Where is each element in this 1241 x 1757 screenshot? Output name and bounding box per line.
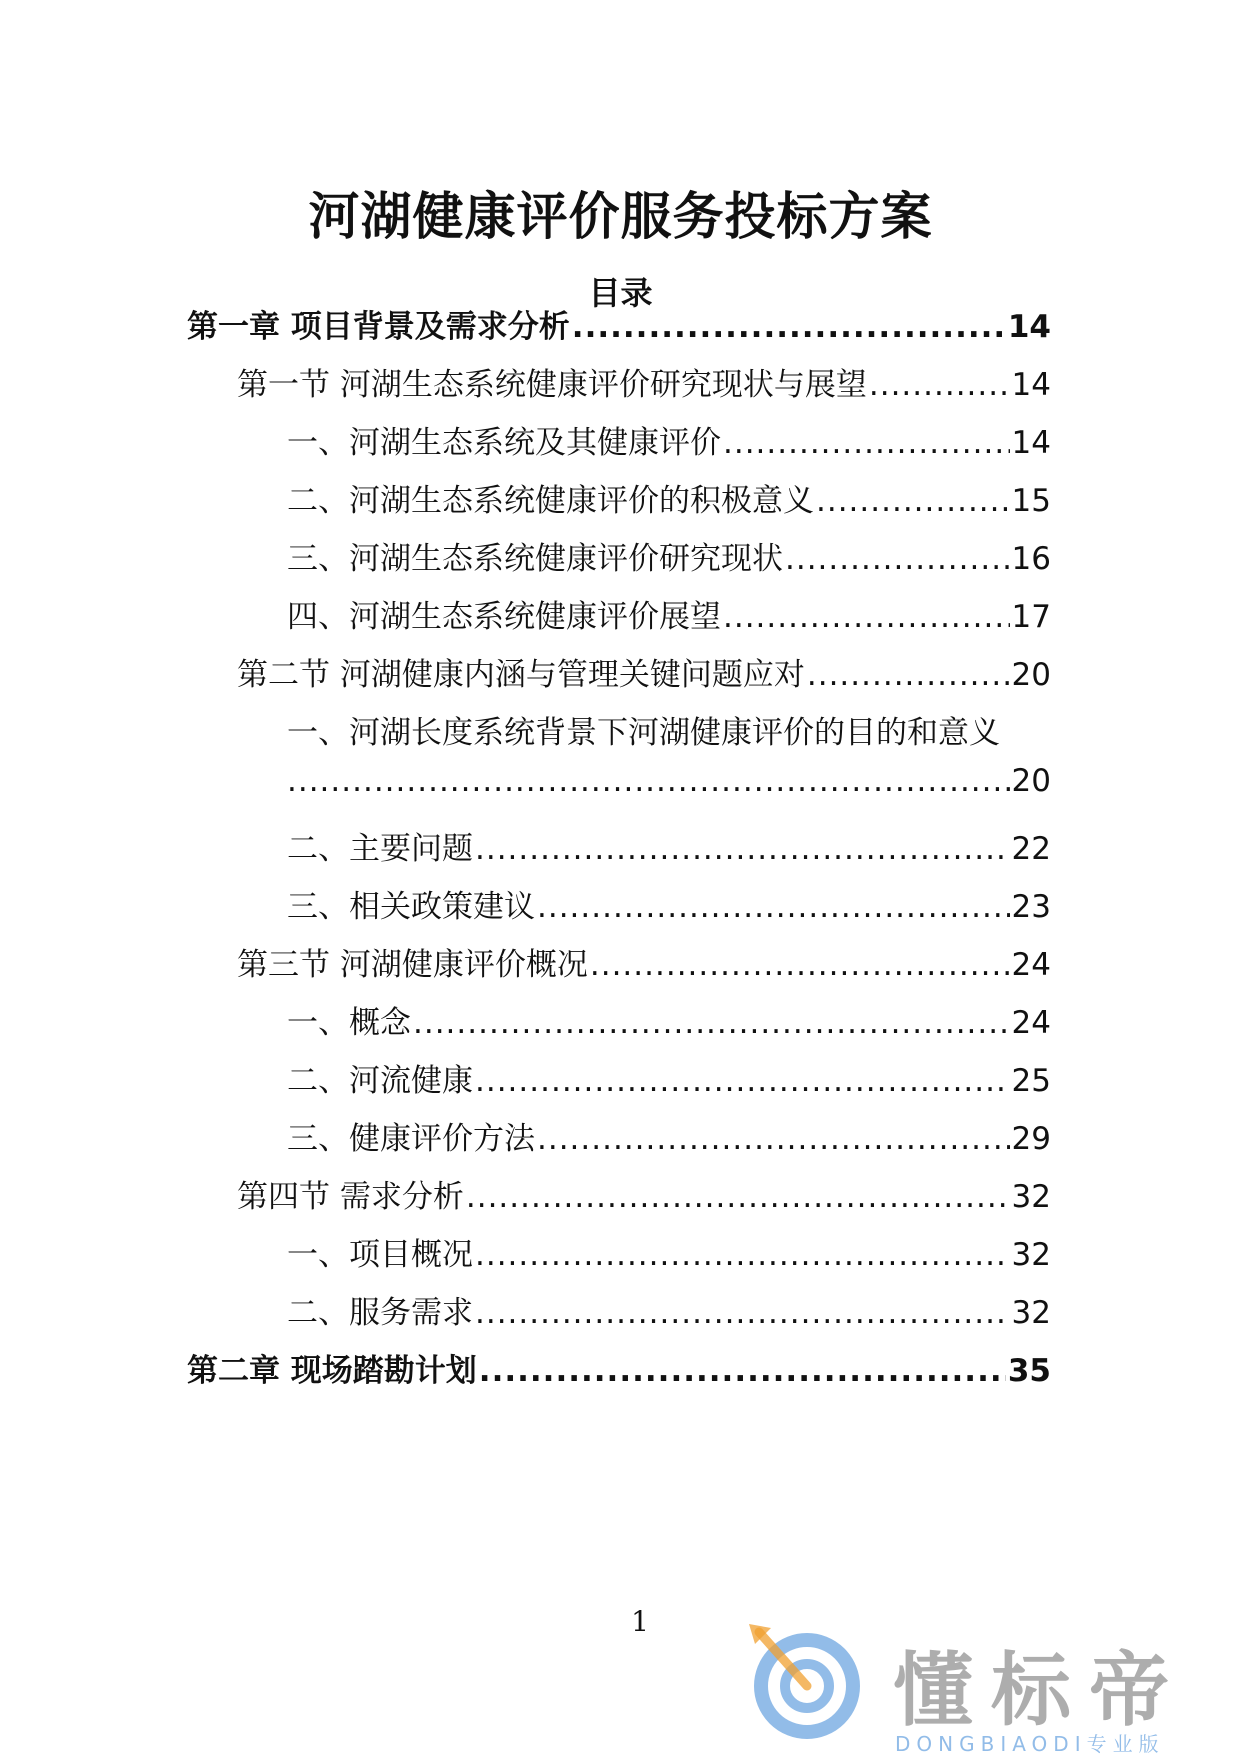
toc-heading: 目录 xyxy=(588,274,653,312)
toc-dot-leader xyxy=(590,947,1010,983)
toc-entry-page: 20 xyxy=(1011,763,1051,799)
toc-entry-page: 14 xyxy=(1011,425,1051,461)
toc-entry-section-1-1[interactable] xyxy=(237,359,1051,403)
toc-entry-label: 二、河流健康 xyxy=(287,1063,473,1099)
toc-entry-item-wrapped[interactable] xyxy=(287,707,1051,751)
toc-entry-label: 第一章 项目背景及需求分析 xyxy=(187,309,570,345)
toc-dot-leader xyxy=(475,1295,1010,1331)
toc-dot-leader xyxy=(413,1005,1010,1041)
toc-entry-section-1-3[interactable] xyxy=(237,939,1051,983)
toc-entry-label: 三、相关政策建议 xyxy=(287,889,535,925)
toc-entry-page: 14 xyxy=(1007,309,1051,345)
toc-entry-page: 17 xyxy=(1011,599,1051,635)
toc-entry-label: 四、河湖生态系统健康评价展望 xyxy=(287,599,721,635)
toc-dot-leader xyxy=(723,599,1010,635)
toc-entry-label: 二、河湖生态系统健康评价的积极意义 xyxy=(287,483,814,519)
toc-entry-label: 第四节 需求分析 xyxy=(237,1179,464,1215)
toc-dot-leader xyxy=(537,889,1010,925)
toc-dot-leader xyxy=(572,309,1006,345)
toc-entry-page: 32 xyxy=(1011,1179,1051,1215)
toc-dot-leader xyxy=(807,657,1010,693)
watermark-subtitle: DONGBIAODI专业版 xyxy=(895,1732,1165,1756)
toc-entry-label: 第二节 河湖健康内涵与管理关键问题应对 xyxy=(237,657,805,693)
toc-entry-label: 一、河湖长度系统背景下河湖健康评价的目的和意义 xyxy=(287,715,1000,751)
page-number: 1 xyxy=(631,1605,649,1638)
toc-entry-item[interactable] xyxy=(287,1055,1051,1099)
toc-entry-section-1-2[interactable] xyxy=(237,649,1051,693)
toc-entry-page: 32 xyxy=(1011,1295,1051,1331)
toc-entry-label: 三、健康评价方法 xyxy=(287,1121,535,1157)
target-logo-icon xyxy=(745,1618,865,1748)
toc-entry-label: 一、河湖生态系统及其健康评价 xyxy=(287,425,721,461)
watermark xyxy=(745,1618,1241,1754)
toc-entry-item[interactable] xyxy=(287,881,1051,925)
toc-dot-leader xyxy=(537,1121,1010,1157)
toc-entry-label: 一、项目概况 xyxy=(287,1237,473,1273)
toc-entry-item[interactable] xyxy=(287,591,1051,635)
toc-entry-label: 一、概念 xyxy=(287,1005,411,1041)
toc-dot-leader xyxy=(475,831,1010,867)
toc-dot-leader xyxy=(475,1237,1010,1273)
toc-entry-item[interactable] xyxy=(287,1287,1051,1331)
toc-entry-page: 23 xyxy=(1011,889,1051,925)
toc-entry-item[interactable] xyxy=(287,1229,1051,1273)
toc-dot-leader xyxy=(287,763,1010,799)
toc-entry-page: 32 xyxy=(1011,1237,1051,1273)
toc-entry-page: 15 xyxy=(1011,483,1051,519)
toc-entry-label: 二、服务需求 xyxy=(287,1295,473,1331)
toc-dot-leader xyxy=(785,541,1010,577)
toc-dot-leader xyxy=(869,367,1010,403)
toc-entry-section-1-4[interactable] xyxy=(237,1171,1051,1215)
watermark-brand-name: 懂标帝 xyxy=(893,1644,1187,1737)
toc-entry-label: 第一节 河湖生态系统健康评价研究现状与展望 xyxy=(237,367,867,403)
toc-dot-leader xyxy=(475,1063,1010,1099)
toc-entry-page: 35 xyxy=(1007,1353,1051,1389)
toc-entry-label: 第三节 河湖健康评价概况 xyxy=(237,947,588,983)
toc-entry-page: 20 xyxy=(1011,657,1051,693)
toc-entry-chapter-2[interactable] xyxy=(187,1345,1051,1389)
toc-entry-page: 29 xyxy=(1011,1121,1051,1157)
toc-entry-page: 16 xyxy=(1011,541,1051,577)
toc-entry-page: 24 xyxy=(1011,1005,1051,1041)
toc-entry-page: 14 xyxy=(1011,367,1051,403)
toc-dot-leader xyxy=(723,425,1010,461)
toc-dot-leader xyxy=(479,1353,1006,1389)
toc-entry-page: 25 xyxy=(1011,1063,1051,1099)
toc-entry-item[interactable] xyxy=(287,997,1051,1041)
toc-entry-item-continuation[interactable] xyxy=(287,763,1051,807)
toc-entry-label: 二、主要问题 xyxy=(287,831,473,867)
toc-entry-label: 第二章 现场踏勘计划 xyxy=(187,1353,477,1389)
toc-entry-item[interactable] xyxy=(287,417,1051,461)
toc-entry-item[interactable] xyxy=(287,475,1051,519)
toc-entry-chapter-1[interactable] xyxy=(187,301,1051,345)
toc-entry-item[interactable] xyxy=(287,1113,1051,1157)
toc-entry-page: 22 xyxy=(1011,831,1051,867)
toc-entry-label: 三、河湖生态系统健康评价研究现状 xyxy=(287,541,783,577)
document-title: 河湖健康评价服务投标方案 xyxy=(308,188,933,247)
toc-dot-leader xyxy=(466,1179,1010,1215)
toc-entry-item[interactable] xyxy=(287,823,1051,867)
toc-entry-item[interactable] xyxy=(287,533,1051,577)
toc-dot-leader xyxy=(816,483,1010,519)
toc-entry-page: 24 xyxy=(1011,947,1051,983)
